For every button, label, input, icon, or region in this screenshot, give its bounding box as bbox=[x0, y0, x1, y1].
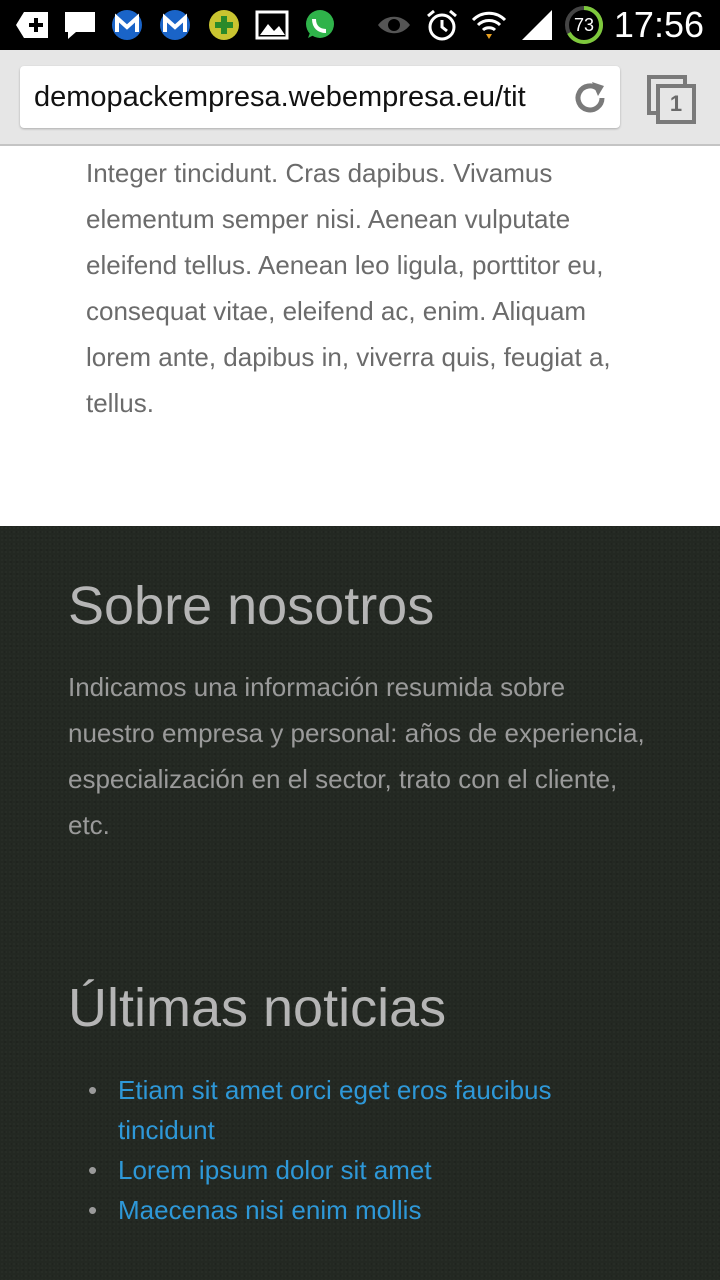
url-text[interactable]: demopackempresa.webempresa.eu/tit bbox=[34, 81, 526, 113]
list-item bbox=[88, 1190, 638, 1230]
battery-icon bbox=[564, 5, 604, 45]
news-list bbox=[88, 1070, 638, 1230]
news-link[interactable]: Etiam sit amet orci eget eros faucibus tincidunt bbox=[118, 1075, 552, 1145]
bullet-icon: • bbox=[88, 1075, 98, 1105]
message-icon bbox=[62, 8, 98, 42]
whatsapp-icon bbox=[302, 8, 338, 42]
list-item bbox=[88, 1150, 638, 1190]
plus-app-icon bbox=[206, 8, 242, 42]
tabs-button[interactable] bbox=[646, 74, 698, 126]
gallery-icon bbox=[254, 8, 290, 42]
wifi-icon bbox=[470, 8, 508, 42]
footer-section bbox=[0, 526, 720, 1280]
bullet-icon: • bbox=[88, 1155, 98, 1185]
signal-icon bbox=[520, 8, 556, 42]
malwarebytes-icon bbox=[156, 8, 194, 42]
add-notification-icon bbox=[14, 8, 52, 42]
alarm-icon bbox=[424, 8, 460, 42]
battery-level: 73 bbox=[573, 15, 595, 35]
bullet-icon: • bbox=[88, 1195, 98, 1225]
body-paragraph: Integer tincidunt. Cras dapibus. Vivamus elementum semper nisi. Aenean vulputate eleifend tellus. Aenean leo ligula, porttitor eu, consequat vitae, eleifend ac, enim. Aliquam lorem ante, dapibus in, viverra quis, feugiat a, tellus. bbox=[86, 158, 611, 418]
malwarebytes-icon bbox=[108, 8, 146, 42]
about-heading: Sobre nosotros bbox=[68, 576, 435, 636]
about-paragraph: Indicamos una información resumida sobre nuestro empresa y personal: años de experiencia, especialización en el sector, trato con el cliente, etc. bbox=[68, 672, 645, 840]
status-bar bbox=[0, 0, 720, 50]
news-heading: Últimas noticias bbox=[68, 978, 447, 1038]
reload-icon[interactable] bbox=[570, 78, 610, 118]
list-item bbox=[88, 1070, 638, 1150]
eye-icon bbox=[376, 8, 412, 42]
browser-toolbar bbox=[0, 50, 720, 146]
news-link[interactable]: Lorem ipsum dolor sit amet bbox=[118, 1155, 432, 1185]
url-field[interactable] bbox=[20, 66, 620, 128]
tab-count: 1 bbox=[669, 91, 683, 116]
clock: 17:56 bbox=[613, 4, 704, 45]
news-link[interactable]: Maecenas nisi enim mollis bbox=[118, 1195, 422, 1225]
